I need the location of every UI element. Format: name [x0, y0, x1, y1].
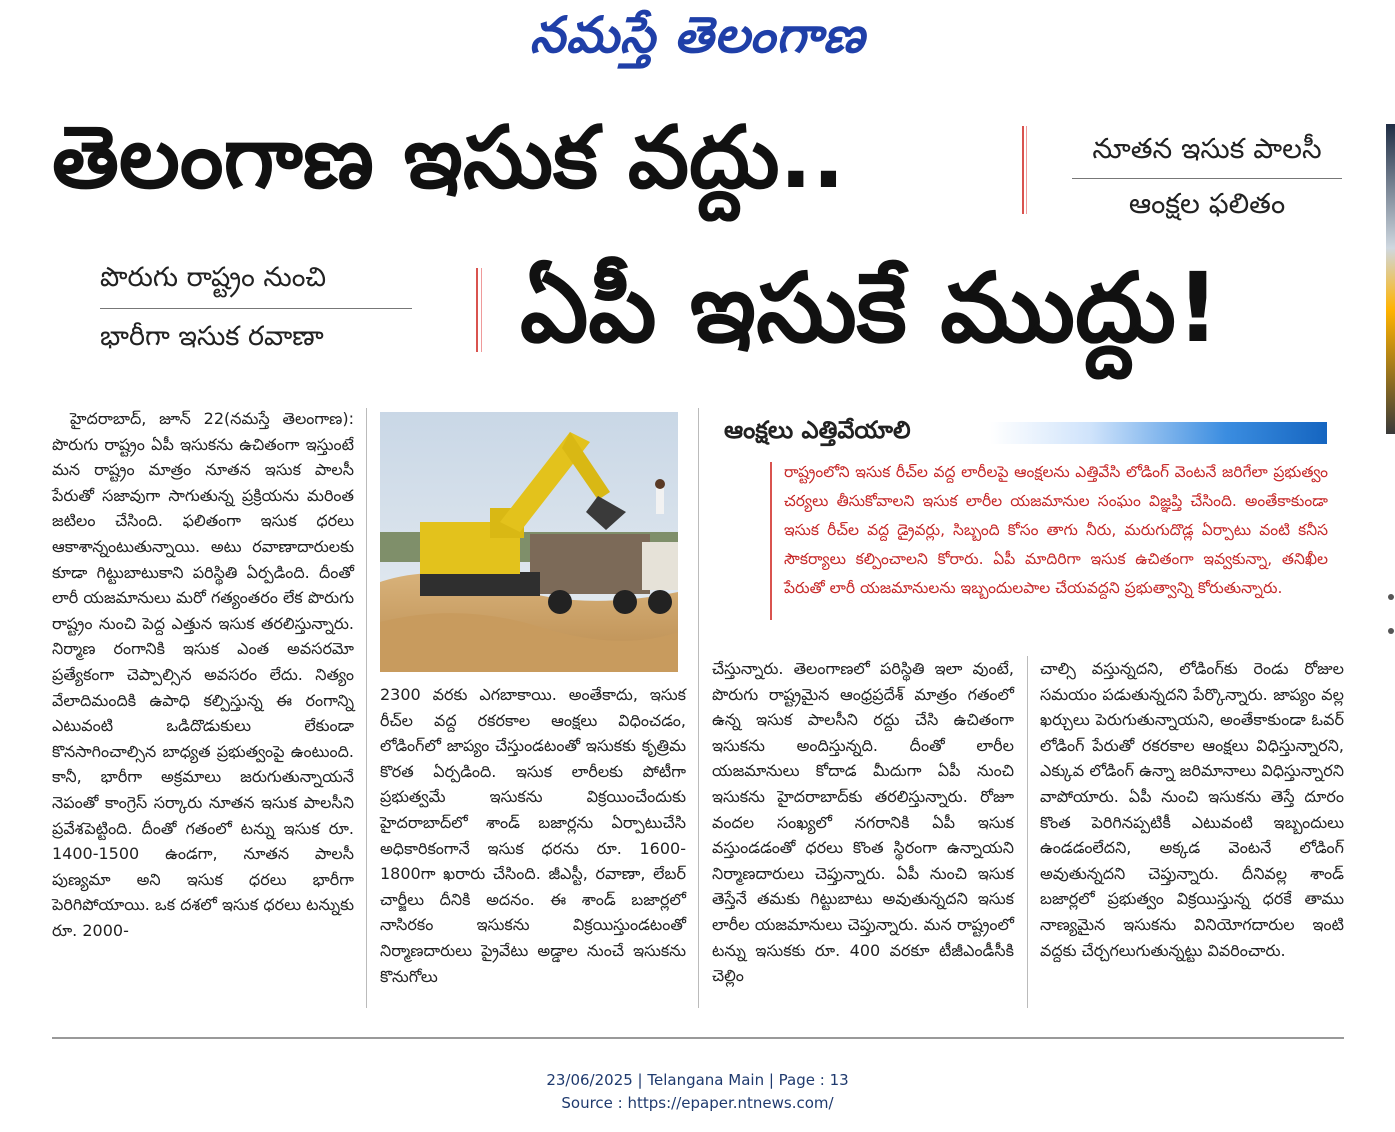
sidebar-title: ఆంక్షలు ఎత్తివేయాలి — [724, 416, 911, 444]
kicker-top — [1072, 132, 1342, 227]
footer-edition: 23/06/2025 | Telangana Main | Page : 13 — [546, 1071, 849, 1089]
divider-red-thin — [1026, 126, 1027, 214]
kicker-left-line2: భారీగా ఇసుక రవాణా — [100, 321, 324, 352]
masthead: నమస్తే తెలంగాణ — [529, 6, 866, 64]
divider-red — [1022, 126, 1024, 214]
sidebar-title-bar — [990, 422, 1327, 444]
headline-main: తెలంగాణ ఇసుక వద్దు.. — [52, 108, 845, 208]
right-edge-bullet-1 — [1388, 594, 1394, 600]
kicker-top-line1: నూతన ఇసుక పాలసీ — [1072, 132, 1342, 179]
bottom-rule — [52, 1037, 1344, 1039]
headline-sub: ఏపీ ఇసుకే ముద్దు! — [520, 252, 1220, 364]
sidebar-red-line — [770, 462, 772, 620]
excavator-photo-art — [380, 412, 678, 672]
kicker-top-line2: ఆంక్షల ఫలితం — [1128, 187, 1286, 220]
divider-red-2-thin — [481, 268, 482, 352]
column-divider-1 — [366, 408, 367, 1008]
kicker-left-line1: పొరుగు రాష్ట్రం నుంచి — [100, 262, 412, 309]
column-divider-2 — [698, 408, 699, 1008]
sidebar-text: రాష్ట్రంలోని ఇసుక రీచ్‌ల వద్ద లారీలపై ఆంక్షలను ఎత్తివేసి లోడింగ్ వెంటనే జరిగేలా ప్రభుత్వం చర్యలు తీసుకోవాలని ఇసుక లారీల యజమానుల సంఘం విజ్ఞప్తి చేసింది. అంతేకాకుండా ఇసుక రీచ్‌ల వద్ద డ్రైవర్లు, సిబ్బంది కోసం తాగు నీరు, మరుగుదొడ్ల ఏర్పాటు వంటి కనీస సౌకర్యాలు కల్పించాలని కోరారు. ఏపీ మాదిరిగా ఇసుక ఉచితంగా ఇవ్వకున్నా, తనిఖీల పేరుతో లారీ యజమానులను ఇబ్బందులపాల చేయవద్దని ప్రభుత్వాన్ని కోరుతున్నారు. — [784, 463, 1328, 597]
right-edge-image-strip — [1386, 124, 1395, 434]
article-column-3: చేస్తున్నారు. తెలంగాణలో పరిస్థితి ఇలా వుంటే, పొరుగు రాష్ట్రమైన ఆంధ్రప్రదేశ్ మాత్రం గతంలో ఉన్న ఇసుక పాలసీని రద్దు చేసి ఉచితంగా ఇసుకను అందిస్తున్నది. దీంతో లారీల యజమానులు కోదాడ మీదుగా ఏపీ నుంచి ఇసుకను హైదరాబాద్‌కు తరలిస్తున్నారు. రోజూ వందల సంఖ్యలో నగరానికి ఏపీ ఇసుక వస్తుండడంతో ధరలు కొంత స్థిరంగా ఉన్నాయని నిర్మాణదారులు చెప్తున్నారు. ఏపీ నుంచి ఇసుక తెస్తేనే తమకు గిట్టుబాటు అవుతున్నదని ఇసుక లారీల యజమానులు చెప్తున్నారు. మన రాష్ట్రంలో టన్ను ఇసుకకు రూ. 400 వరకూ టీజీఎండీసీకి చెల్లిం — [712, 659, 1014, 986]
right-edge-bullet-2 — [1388, 628, 1394, 634]
column-divider-3 — [1027, 656, 1028, 1008]
divider-red-2 — [476, 268, 478, 352]
footer-source: Source : https://epaper.ntnews.com/ — [561, 1094, 834, 1112]
kicker-left — [100, 262, 412, 359]
article-column-2: 2300 వరకు ఎగబాకాయి. అంతేకాదు, ఇసుక రీచ్‌ల వద్ద రకరకాల ఆంక్షలు విధించడం, లోడింగ్‌లో జాప్యం చేస్తుండటంతో ఇసుకకు కృత్రిమ కొరత ఏర్పడింది. ఇసుక లారీలకు పోటీగా ప్రభుత్వమే ఇసుకను విక్రయించేందుకు హైదరాబాద్‌లో శాండ్ బజార్లను ఏర్పాటుచేసి అధికారికంగానే ఇసుక ధరను రూ. 1600-1800గా ఖరారు చేసింది. జీఎస్టీ, రవాణా, లేబర్ చార్జీలు దీనికి అదనం. ఈ శాండ్ బజార్లలో నాసిరకం ఇసుకను విక్రయిస్తుండటంతో నిర్మాణదారులు ప్రైవేటు అడ్డాల నుంచే ఇసుకను కొనుగోలు — [380, 685, 686, 986]
article-column-4: చాల్సి వస్తున్నదని, లోడింగ్‌కు రెండు రోజుల సమయం పడుతున్నదని పేర్కొన్నారు. జాప్యం వల్ల ఖర్చులు పెరుగుతున్నాయని, అంతేకాకుండా ఓవర్ లోడింగ్ పేరుతో రకరకాల ఆంక్షలు విధిస్తున్నారని, ఎక్కువ లోడింగ్ ఉన్నా జరిమానాలు విధిస్తున్నారని వాపోయారు. ఏపీ నుంచి ఇసుకను తెస్తే దూరం కొంత పెరిగినప్పటికీ ఎటువంటి ఇబ్బందులు ఉండడంలేదని, అక్కడ వెంటనే లోడింగ్ అవుతున్నదని చెప్తున్నారు. దీనివల్ల శాండ్ బజార్లలో ప్రభుత్వం విక్రయిస్తున్న ధరకే తాము నాణ్యమైన ఇసుకను వినియోగదారుల ఇంటి వద్దకు చేర్చగలుగుతున్నట్టు వివరించారు. — [1040, 659, 1344, 960]
article-column-1: హైదరాబాద్, జూన్ 22(నమస్తే తెలంగాణ): పొరుగు రాష్ట్రం ఏపీ ఇసుకను ఉచితంగా ఇస్తుంటే మన రాష్ట్రం మాత్రం నూతన ఇసుక పాలసీ పేరుతో సజావుగా సాగుతున్న ప్రక్రియను మరింత జటిలం చేసింది. ఫలితంగా ఇసుక ధరలు ఆకాశాన్నంటుతున్నాయి. అటు రవాణాదారులకు కూడా గిట్టుబాటుకాని పరిస్థితి ఏర్పడింది. దీంతో లారీ యజమానులు మరో గత్యంతరం లేక పొరుగు రాష్ట్రం నుంచి పెద్ద ఎత్తున ఇసుక తరలిస్తున్నారు. నిర్మాణ రంగానికి ఇసుక ఎంత అవసరమో ప్రత్యేకంగా చెప్పాల్సిన అవసరం లేదు. నిత్యం వేలాదిమందికి ఉపాధి కల్పిస్తున్న ఈ రంగాన్ని ఎటువంటి ఒడిదొడుకులు లేకుండా కొనసాగించాల్సిన బాధ్యత ప్రభుత్వంపై ఉంటుంది. కానీ, భారీగా అక్రమాలు జరుగుతున్నాయనే నెపంతో కాంగ్రెస్ సర్కారు నూతన ఇసుక పాలసీని ప్రవేశపెట్టింది. దీంతో గతంలో టన్ను ఇసుక రూ. 1400-1500 ఉండగా, నూతన పాలసీ పుణ్యమా అని ఇసుక ధరలు భారీగా పెరిగిపోయాయి. ఒక దశలో ఇసుక ధరలు టన్నుకు రూ. 2000- — [52, 409, 354, 940]
excavator-photo — [380, 412, 678, 672]
